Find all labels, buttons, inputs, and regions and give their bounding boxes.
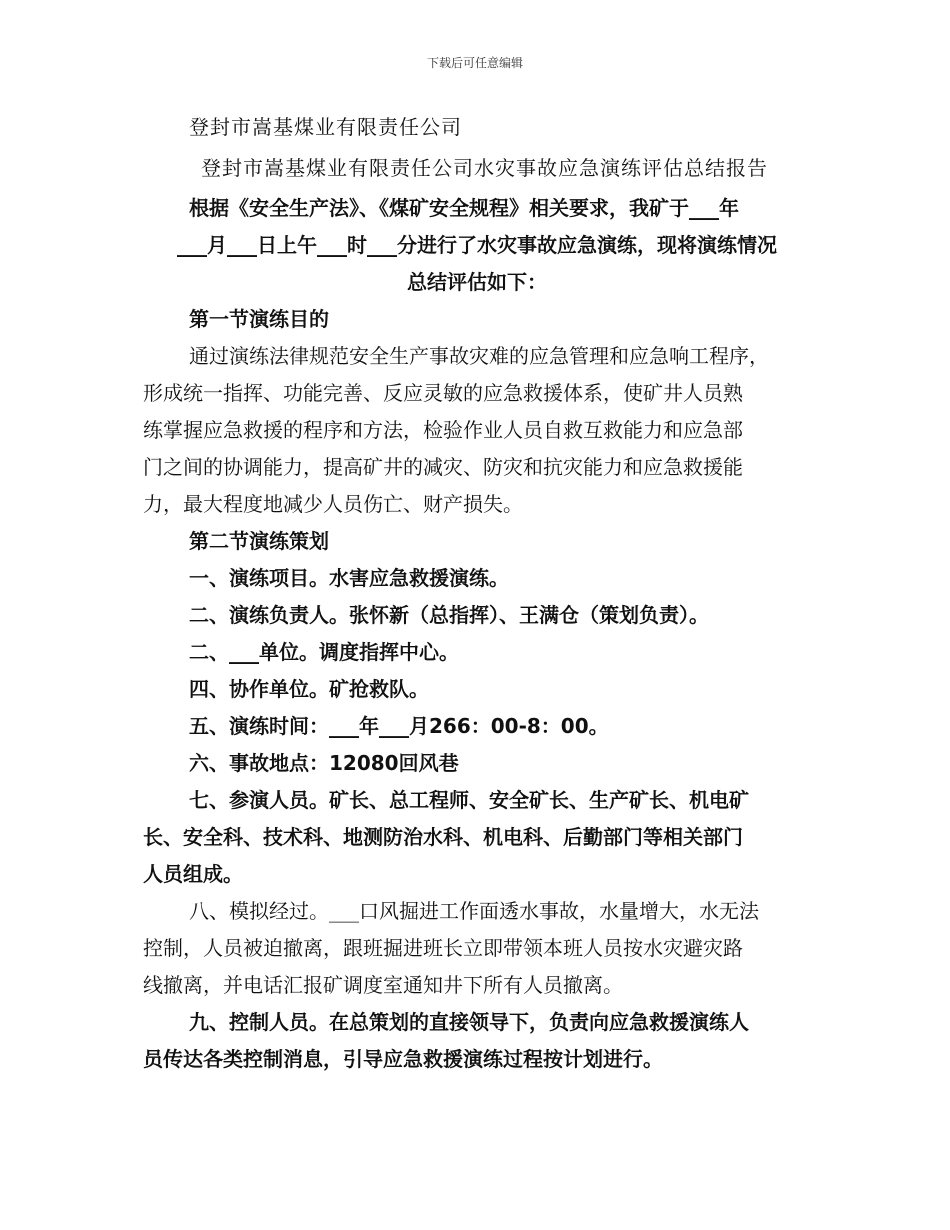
section1-line-1: 通过演练法律规范安全生产事故灾难的应急管理和应急响工程序， [189,344,769,368]
item7-line-2: 长、安全科、技术科、地测防治水科、机电科、后勤部门等相关部门 [143,825,743,849]
section1-heading: 第一节演练目的 [189,307,329,331]
list-item: 五、演练时间：___年___月266：00-8：00。 [189,714,609,738]
list-item: 六、事故地点：12080回风巷 [189,751,459,775]
item9-line-1: 九、控制人员。在总策划的直接领导下，负责向应急救援演练人 [189,1010,749,1034]
item9-line-2: 员传达各类控制消息，引导应急救援演练过程按计划进行。 [143,1047,663,1071]
item8-line-3: 线撤离，并电话汇报矿调度室通知井下所有人员撤离。 [143,973,623,997]
list-item: 二、演练负责人。张怀新（总指挥）、王满仓（策划负责）。 [189,603,709,627]
page-header-note: 下载后可任意编辑 [426,56,523,70]
list-item: 一、演练项目。水害应急救援演练。 [189,566,509,590]
intro-line-3: 总结评估如下： [407,270,547,294]
company-name: 登封市嵩基煤业有限责任公司 [189,115,462,139]
section2-heading: 第二节演练策划 [189,529,329,553]
item9-paragraph [143,1004,811,1078]
section1-line-5: 力，最大程度地减少人员伤亡、财产损失。 [143,492,523,516]
section1-line-3: 练掌握应急救援的程序和方法，检验作业人员自救互救能力和应急部 [143,418,743,442]
intro-line-1: 根据《安全生产法》、《煤矿安全规程》相关要求，我矿于___年 [189,196,739,220]
report-title: 登封市嵩基煤业有限责任公司水灾事故应急演练评估总结报告 [201,156,768,180]
item8-line-1: 八、模拟经过。___口风掘进工作面透水事故，水量增大，水无法 [189,899,759,923]
section1-line-2: 形成统一指挥、功能完善、反应灵敏的应急救援体系，使矿井人员熟 [143,381,743,405]
item7-line-1: 七、参演人员。矿长、总工程师、安全矿长、生产矿长、机电矿 [189,788,749,812]
item7-paragraph [143,782,811,893]
document-body [143,108,811,1078]
section2-items [143,560,811,782]
section1-paragraph [143,338,811,523]
section1-line-4: 门之间的协调能力，提高矿井的减灾、防灾和抗灾能力和应急救援能 [143,455,743,479]
intro-line-2: ___月___日上午___时___分进行了水灾事故应急演练，现将演练情况 [177,233,777,257]
list-item: 二、___单位。调度指挥中心。 [189,640,459,664]
list-item: 四、协作单位。矿抢救队。 [189,677,429,701]
item8-line-2: 控制，人员被迫撤离，跟班掘进班长立即带领本班人员按水灾避灾路 [143,936,743,960]
intro-paragraph [143,190,811,301]
item8-paragraph [143,893,811,1004]
item7-line-3: 人员组成。 [143,862,243,886]
